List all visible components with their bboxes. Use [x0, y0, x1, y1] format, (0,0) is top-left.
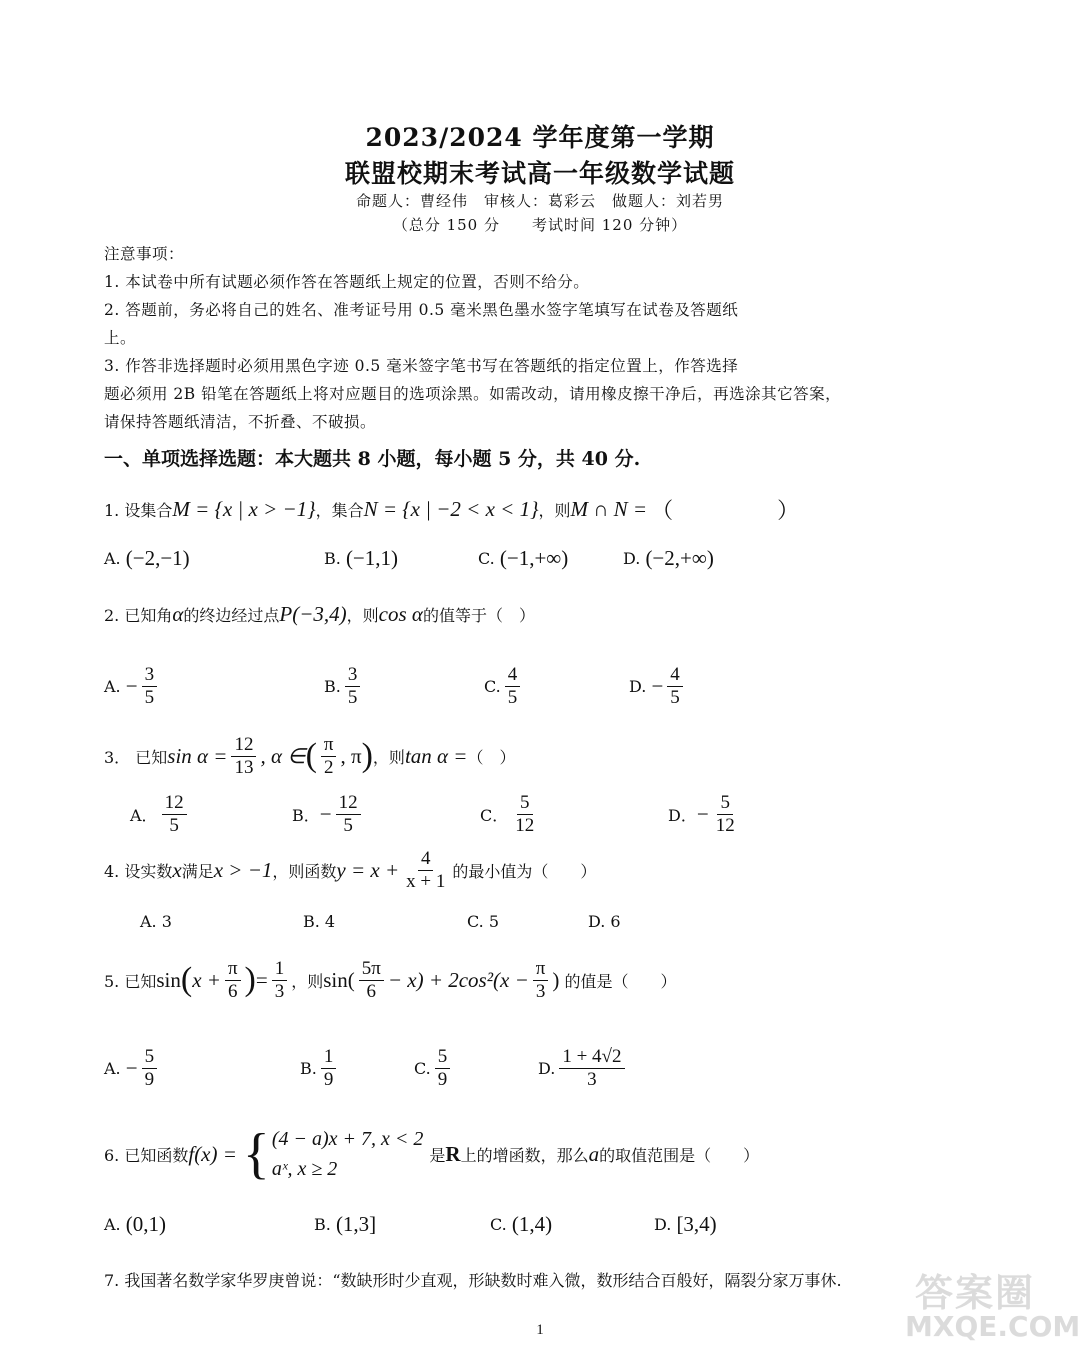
notes-heading: 注意事项：	[104, 245, 185, 263]
q4-condition: x > −1	[213, 857, 273, 882]
q1-set-m: M = {x | x > −1}	[172, 497, 316, 521]
q1-set-n: N = {x | −2 < x < 1}	[363, 497, 539, 521]
exam-title-line2: 联盟校期末考试高一年级数学试题	[344, 159, 735, 188]
q1-intersection: M ∩ N =	[570, 497, 648, 521]
q2-text: 2. 已知角	[104, 606, 173, 625]
question-5: 5. 已知 sin ( x + $\frac{\pi}{6}$ ) = $\frac{1}{3}$ ，则 sin( $\frac{5\pi}{6}$ − x) + 2cos²(x − $\frac{\pi}{3}$ ) 的值是（ ）	[104, 958, 677, 1002]
note-line: 1. 本试卷中所有试题必须作答在答题纸上规定的位置，否则不给分。	[104, 273, 590, 291]
q6-option-a: A. (0,1)	[104, 1212, 166, 1236]
note-line: 2. 答题前，务必将自己的姓名、准考证号用 0.5 毫米黑色墨水签字笔填写在试卷及答题纸	[104, 301, 739, 319]
q5-text: 5. 已知	[104, 971, 157, 991]
q1-text: ，则	[538, 501, 571, 520]
q2-point: P(−3,4)	[279, 602, 347, 626]
q4-text: 4. 设实数	[104, 861, 173, 881]
q1-option-c: C. (−1,+∞)	[478, 546, 569, 570]
q2-option-c: C. $\frac{4}{5}$	[484, 664, 524, 709]
q5-sin: sin	[156, 967, 181, 992]
note-line: 3. 作答非选择题时必须用黑色字迹 0.5 毫米签字笔书写在答题纸的指定位置上，作答选择	[104, 357, 739, 375]
q4-text: ，则函数	[272, 861, 337, 881]
q5-option-d: D. $\frac{1 + 4√2}{3}$	[538, 1046, 629, 1091]
q6-text: 上的增函数，那么	[460, 1145, 589, 1165]
q5-text: ，则	[291, 971, 324, 991]
q4-var: x	[172, 857, 182, 882]
question-2	[104, 602, 535, 627]
watermark-top: 答案圈	[915, 1271, 1036, 1315]
q2-option-a: A. − $\frac{3}{5}$	[104, 664, 161, 709]
q3-text: （ ）	[467, 747, 516, 767]
q1-option-b: B. (−1,1)	[324, 546, 399, 570]
watermark-logo	[895, 1262, 1080, 1347]
q3-text: ，则	[372, 747, 405, 767]
q4-text: 满足	[181, 861, 214, 881]
q2-text: 的值等于（ ）	[422, 606, 535, 625]
q2-angle: α	[172, 602, 184, 626]
section-heading: 一、单项选择选题：本大题共 8 小题，每小题 5 分，共 40 分.	[104, 448, 641, 470]
exam-score-time: （总分 150 分 考试时间 120 分钟）	[392, 216, 688, 234]
question-7: 7. 我国著名数学家华罗庚曾说：“数缺形时少直观，形缺数时难入微，数形结合百般好，隔裂分家万事休.	[104, 1271, 842, 1290]
question-6	[104, 1124, 759, 1184]
q5-option-b: B. $\frac{1}{9}$	[300, 1046, 340, 1091]
q5-option-c: C. $\frac{5}{9}$	[414, 1046, 454, 1091]
note-line: 请保持答题纸清洁，不折叠、不破损。	[104, 413, 377, 431]
q3-sin: sin α =	[167, 743, 228, 768]
q6-piecewise: { (4 − a)x + 7, x < 2 aˣ, x ≥ 2	[242, 1123, 424, 1185]
question-1	[104, 494, 819, 525]
exam-authors: 命题人：曹经伟 审核人：葛彩云 做题人：刘若男	[355, 192, 724, 210]
q3-option-c: C． $\frac{5}{12}$	[480, 792, 535, 836]
q4-option-b: B. 4	[303, 912, 336, 931]
watermark-bottom: MXQE.COM	[905, 1310, 1080, 1343]
q6-param: a	[588, 1141, 600, 1166]
page-number: 1	[536, 1322, 544, 1338]
q2-option-b: B. $\frac{3}{5}$	[324, 664, 364, 709]
q6-text: 的取值范围是（ ）	[599, 1145, 760, 1165]
exam-title-line1: 2023/2024 学年度第一学期	[365, 123, 715, 152]
q5-option-a: A. − $\frac{5}{9}$	[104, 1046, 161, 1091]
q4-option-a: A. 3	[140, 912, 172, 931]
q2-text: 的终边经过点	[183, 606, 280, 625]
q6-function: f(x) =	[188, 1141, 237, 1166]
question-4: 4. 设实数 x 满足 x > −1 ，则函数 y = x + $\frac{4}{x + 1}$ 的最小值为（ ）	[104, 848, 597, 892]
q2-text: ，则	[346, 606, 379, 625]
q6-option-d: D. [3,4)	[654, 1212, 717, 1236]
q4-option-c: C. 5	[467, 912, 500, 931]
q1-answer-blank: （ ）	[651, 499, 820, 524]
q6-option-c: C. (1,4)	[490, 1212, 553, 1236]
q6-text: 是	[429, 1145, 446, 1165]
q6-text: 6. 已知函数	[104, 1145, 189, 1165]
q4-function: y = x +	[336, 857, 400, 882]
note-line: 题必须用 2B 铅笔在答题纸上将对应题目的选项涂黑。如需改动，请用橡皮擦干净后，再选涂其它答案，	[104, 385, 842, 403]
q1-text: 1. 设集合	[104, 501, 173, 520]
q6-option-b: B. (1,3]	[314, 1212, 377, 1236]
q3-tan: tan α =	[404, 743, 468, 768]
q2-cos: cos α	[378, 602, 423, 626]
note-line: 上。	[104, 329, 137, 347]
q3-text: 3． 已知	[104, 747, 168, 767]
q6-reals: R	[445, 1141, 461, 1166]
q3-option-a: A． $\frac{12}{5}$	[130, 792, 191, 837]
q3-option-b: B． − $\frac{12}{5}$	[292, 792, 365, 837]
q5-text: 的值是（ ）	[564, 971, 677, 991]
q3-alpha-in: , α ∈	[260, 743, 306, 768]
question-3: 3． 已知 sin α = $\frac{12}{13}$ , α ∈ ( $\frac{\pi}{2}$ , π ) ，则 tan α = （ ）	[104, 734, 516, 778]
q1-text: ，集合	[315, 501, 364, 520]
q2-option-d: D. − $\frac{4}{5}$	[629, 664, 687, 709]
q4-text: 的最小值为（ ）	[452, 861, 597, 881]
q1-option-d: D. (−2,+∞)	[623, 546, 714, 570]
q4-option-d: D. 6	[588, 912, 621, 931]
q3-option-d: D． − $\frac{5}{12}$	[668, 792, 735, 836]
q1-option-a: A. (−2,−1)	[104, 546, 190, 570]
